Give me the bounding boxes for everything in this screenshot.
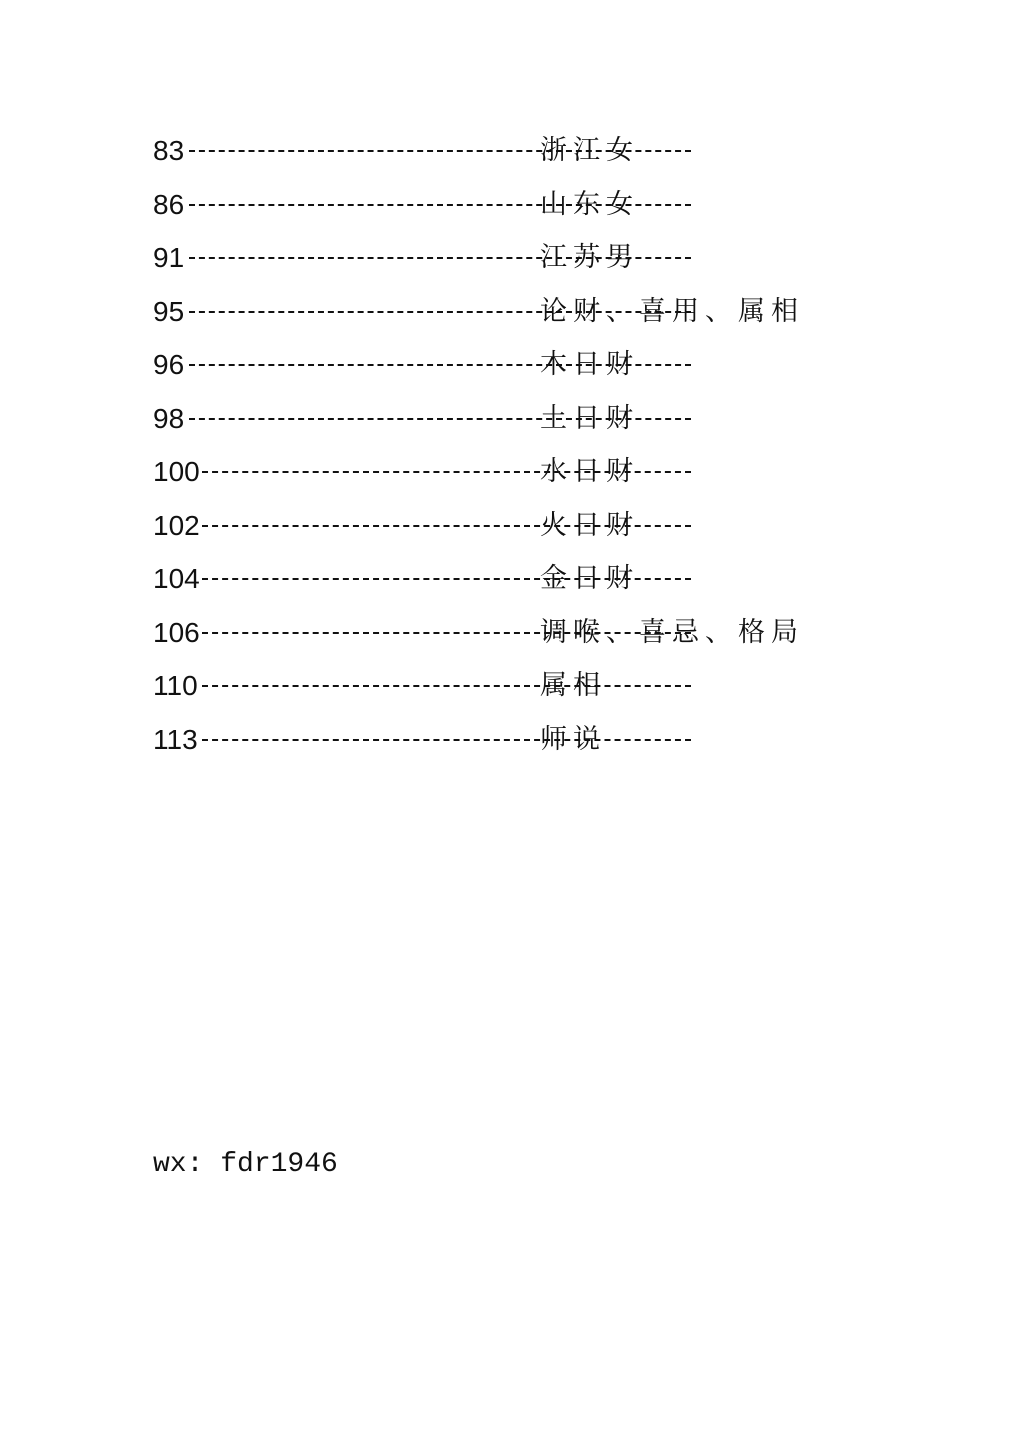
toc-page-number: 95 (153, 295, 185, 327)
toc-page-number: 83 (153, 135, 185, 166)
toc-entry-title: 师说 (540, 723, 606, 755)
toc-page-number: 104 (153, 563, 200, 594)
toc-entry (153, 659, 913, 713)
toc-entry-title: 土日财 (540, 402, 639, 434)
dotted-leader (202, 685, 691, 687)
toc-entry-title: 浙江女 (540, 135, 639, 166)
toc-page-number: 110 (153, 670, 198, 701)
toc-page-number: 98 (153, 402, 185, 434)
toc-entry-title: 木日财 (540, 349, 639, 380)
toc-entry-title: 水日财 (540, 456, 639, 487)
dotted-leader (202, 739, 691, 741)
toc-entry-title: 调喉、喜忌、格局 (540, 616, 804, 648)
toc-entry (153, 552, 913, 606)
toc-entry (153, 231, 913, 285)
toc-entry (153, 285, 913, 339)
toc-entry (153, 713, 913, 767)
toc-page-number: 100 (153, 456, 200, 487)
toc-entry-title: 论财、喜用、属相 (540, 295, 804, 327)
toc-page-number: 86 (153, 188, 185, 220)
toc-entry-title: 山东女 (540, 188, 639, 220)
toc-entry (153, 124, 913, 178)
toc-page-number: 91 (153, 242, 185, 273)
toc-page-number: 96 (153, 349, 185, 380)
table-of-contents (153, 124, 913, 766)
toc-page-number: 113 (153, 723, 198, 755)
toc-entry (153, 445, 913, 499)
toc-entry (153, 606, 913, 660)
toc-entry-title: 属相 (540, 670, 606, 701)
toc-entry (153, 392, 913, 446)
toc-page-number: 102 (153, 509, 200, 541)
toc-entry (153, 338, 913, 392)
toc-entry-title: 江苏男 (540, 242, 639, 273)
toc-entry-title: 金日财 (540, 563, 639, 594)
toc-entry (153, 178, 913, 232)
contact-info: wx: fdr1946 (153, 1149, 338, 1180)
toc-entry (153, 499, 913, 553)
toc-entry-title: 火日财 (540, 509, 639, 541)
toc-page-number: 106 (153, 616, 200, 648)
